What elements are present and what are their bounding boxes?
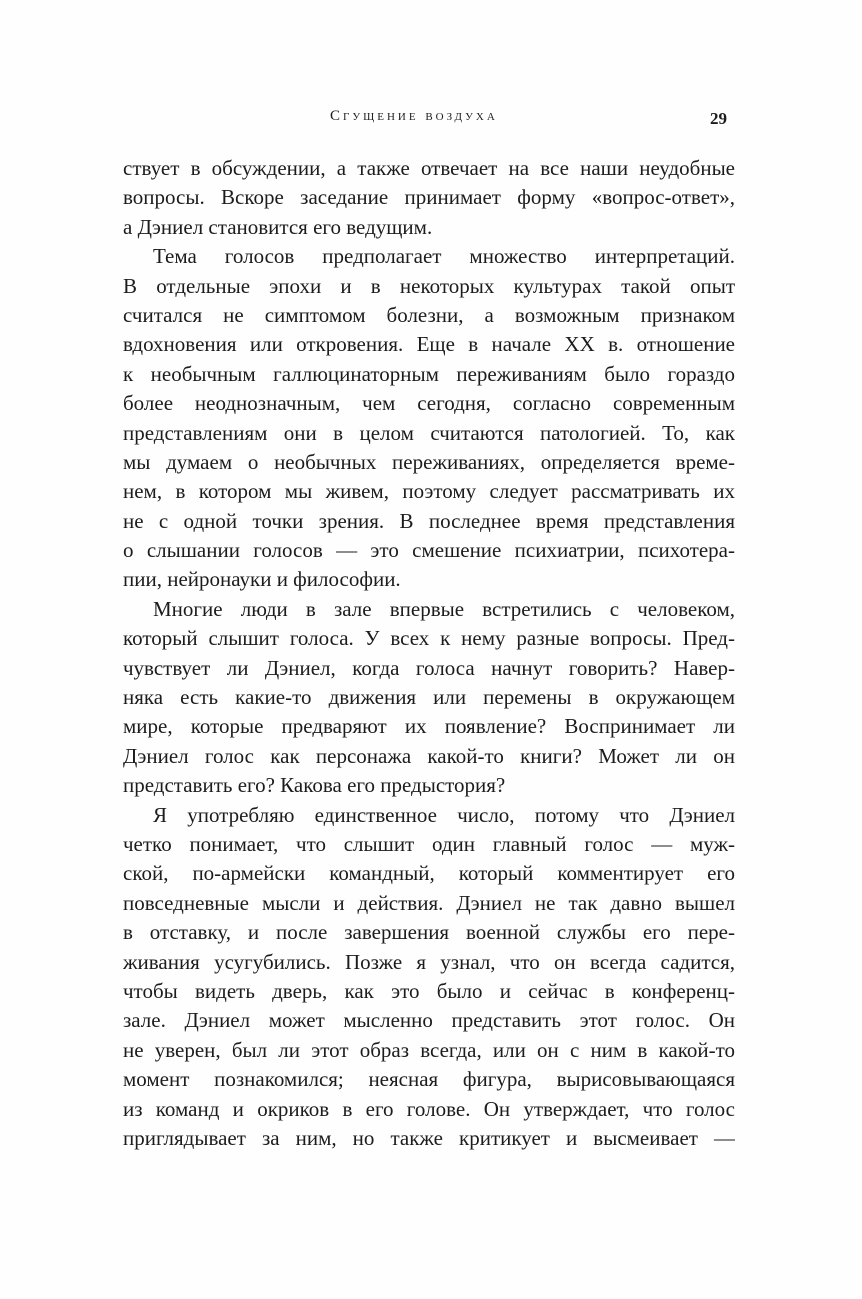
text-line: считался не симптомом болезни, а возможным признаком [123,302,735,327]
body-text [123,154,735,1153]
text-line: который слышит голоса. У всех к нему разные вопросы. Пред- [123,626,735,651]
text-line: к необычным галлюцинаторным переживаниям было гораздо [123,361,735,386]
text-line: зале. Дэниел может мысленно представить этот голос. Он [123,1008,735,1033]
text-line: чувствует ли Дэниел, когда голоса начнут говорить? Навер- [123,655,735,680]
text-line: о слышании голосов — это смешение психиатрии, психотера- [123,538,735,563]
text-line: вопросы. Вскоре заседание принимает форму «вопрос-ответ», [123,185,735,210]
text-line: более неоднозначным, чем сегодня, согласно современным [123,391,735,416]
text-line: не уверен, был ли этот образ всегда, или он с ним в какой-то [123,1037,735,1062]
text-line: повседневные мысли и действия. Дэниел не так давно вышел [123,890,735,915]
text-line: Многие люди в зале впервые встретились с человеком, [153,596,735,621]
text-line: пии, нейронауки и философии. [123,567,401,592]
text-line: из команд и окриков в его голове. Он утверждает, что голос [123,1096,735,1121]
text-line: мире, которые предваряют их появление? Воспринимает ли [123,714,735,739]
text-line: не с одной точки зрения. В последнее время представления [123,508,735,533]
text-line: представлениям они в целом считаются патологией. То, как [123,420,735,445]
text-line: Я употребляю единственное число, потому что Дэниел [153,802,735,827]
text-line: ствует в обсуждении, а также отвечает на все наши неудобные [123,156,735,180]
text-line: представить его? Какова его предыстория? [123,773,506,798]
text-line: Дэниел голос как персонажа какой-то книги? Может ли он [123,743,735,768]
text-line: В отдельные эпохи и в некоторых культурах такой опыт [123,273,735,298]
text-line: ской, по-армейски командный, который комментирует его [123,861,735,886]
text-line: вдохновения или откровения. Еще в начале XX в. отношение [123,332,735,357]
text-line: а Дэниел становится его ведущим. [123,214,433,239]
text-line: в отставку, и после завершения военной службы его пере- [123,920,735,945]
text-line: четко понимает, что слышит один главный голос — муж- [123,831,735,856]
text-line: приглядывает за ним, но также критикует и высмеивает — [123,1125,735,1150]
page-number: 29 [710,109,727,128]
text-line: чтобы видеть дверь, как это было и сейчас в конференц- [123,978,735,1003]
text-line: мы думаем о необычных переживаниях, определяется време- [123,449,735,474]
running-head: Сгущение воздуха [330,108,498,124]
text-line: нем, в котором мы живем, поэтому следует рассматривать их [123,479,735,504]
text-line: няка есть какие-то движения или перемены в окружающем [123,685,735,710]
text-line: момент познакомился; неясная фигура, вырисовывающаяся [123,1067,735,1092]
text-line: живания усугубились. Позже я узнал, что он всегда садится, [123,949,735,974]
text-line: Тема голосов предполагает множество интерпретаций. [153,244,735,269]
